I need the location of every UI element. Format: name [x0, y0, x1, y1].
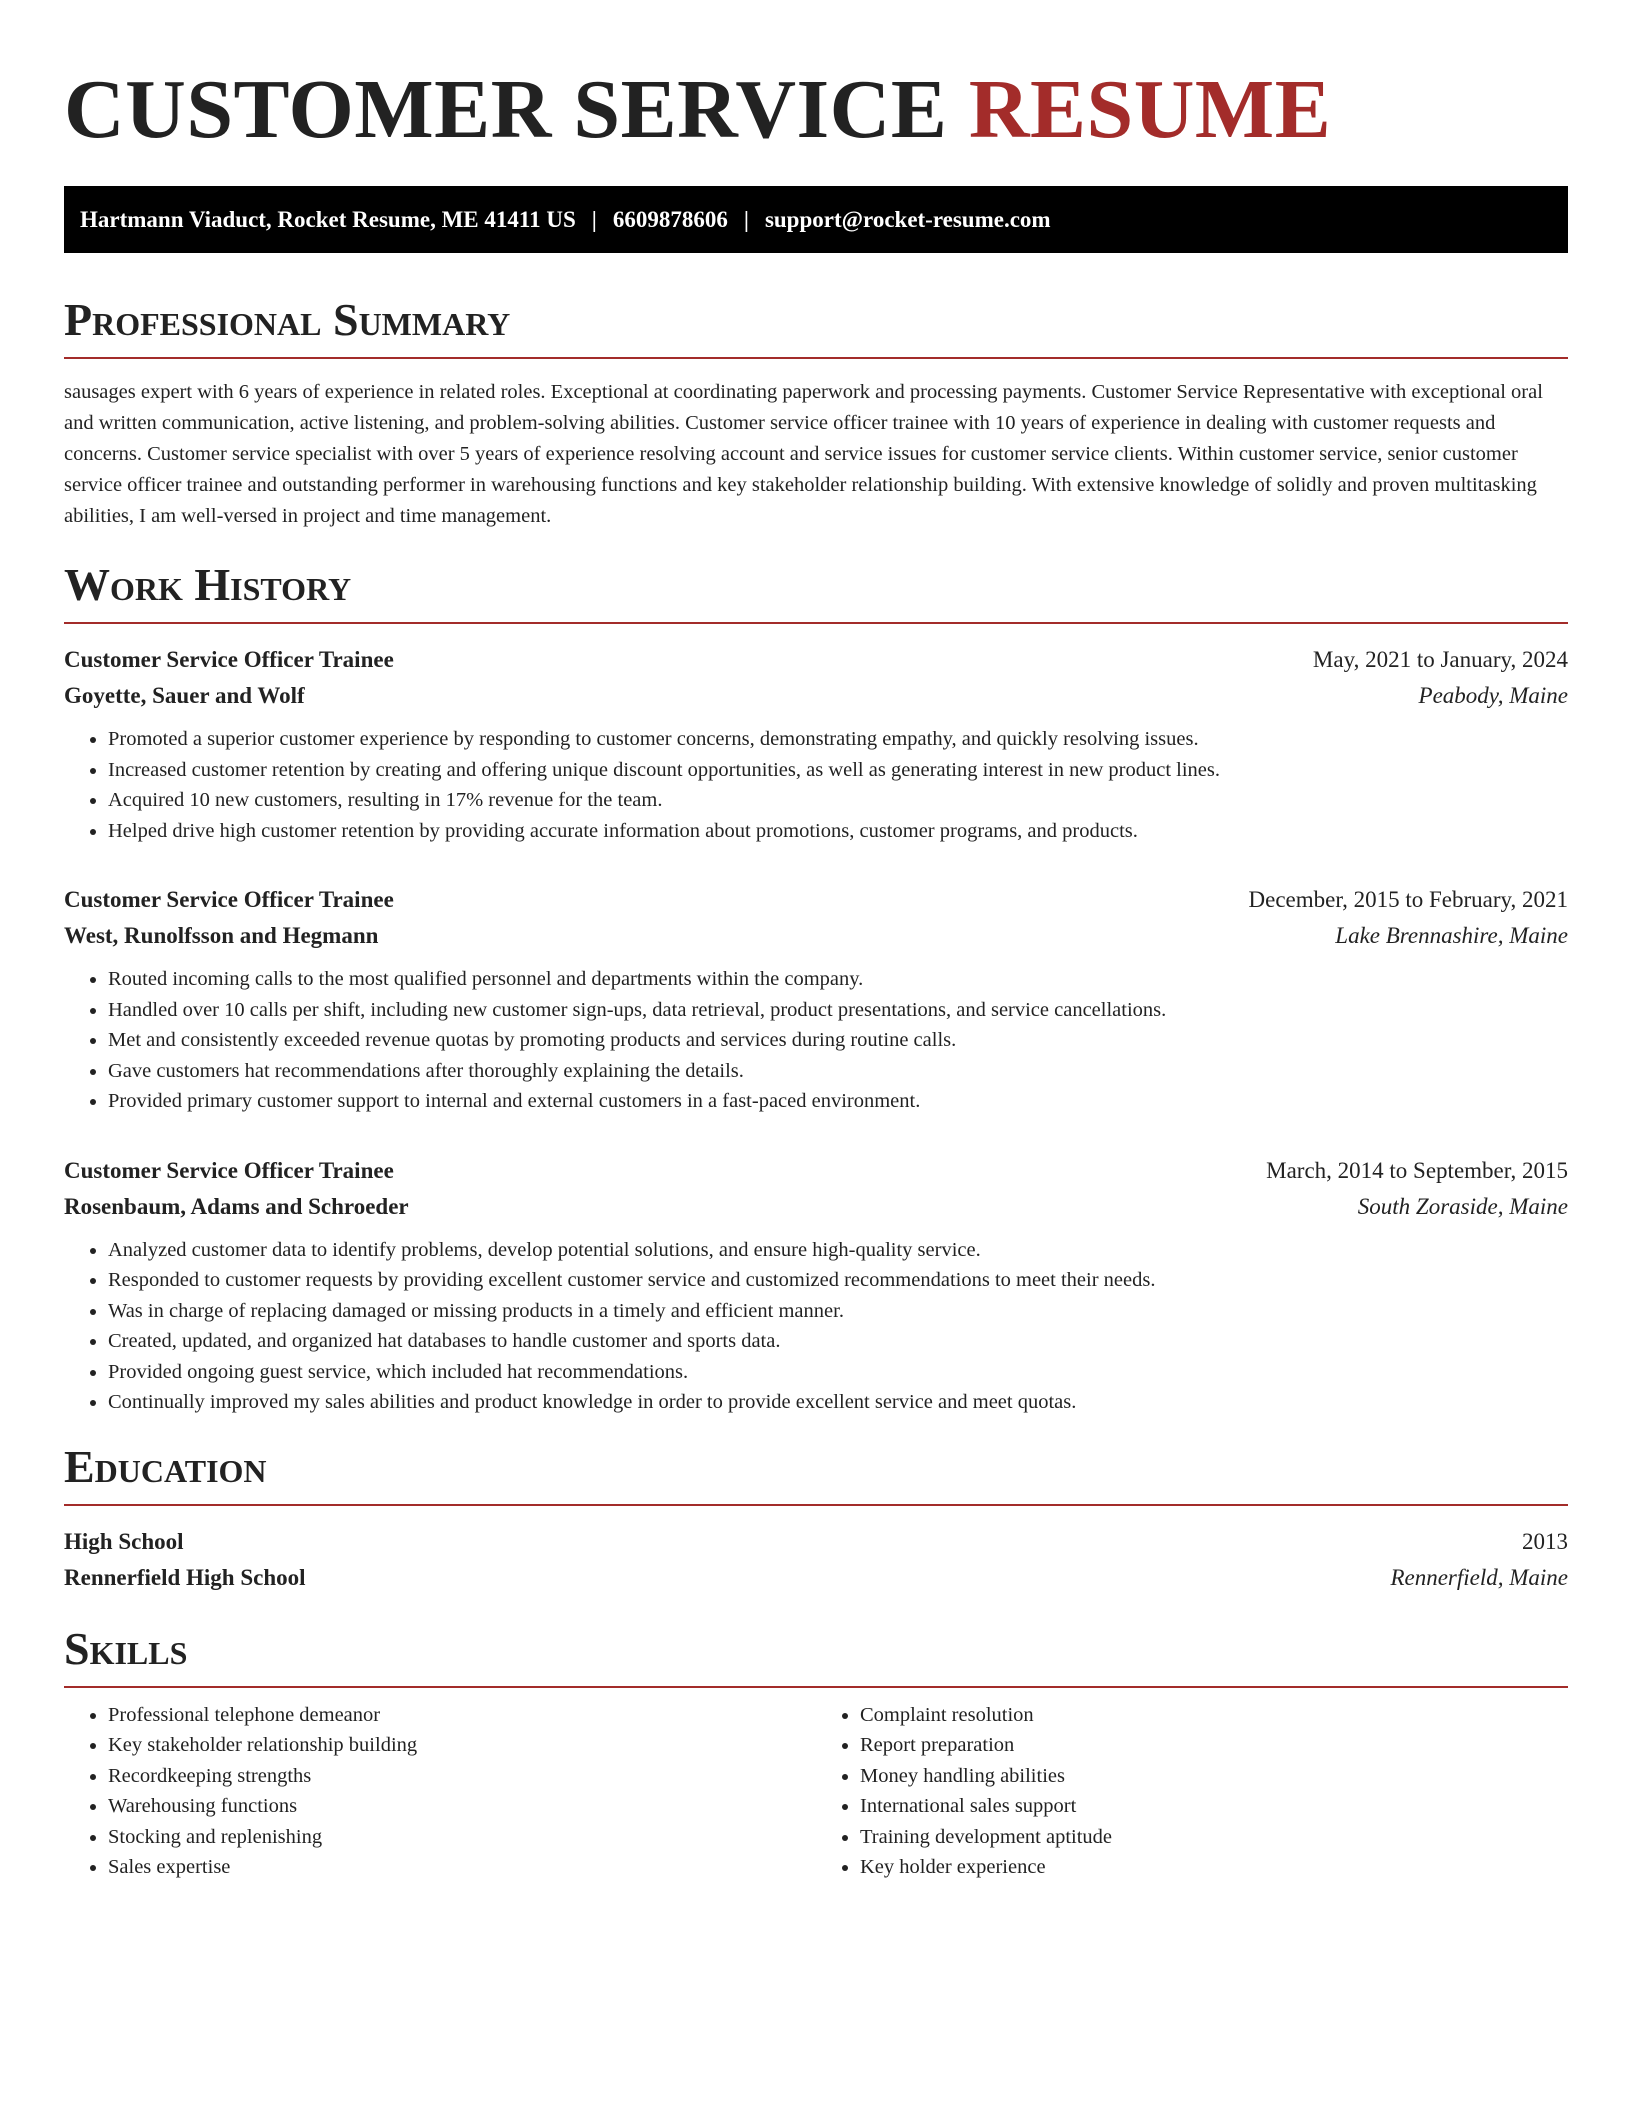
- summary-heading: Professional Summary: [64, 297, 1568, 359]
- job-title: Customer Service Officer Trainee: [64, 1157, 394, 1183]
- skills-grid: [64, 1700, 1568, 1883]
- skill-item: • Professional telephone demeanor: [108, 1700, 816, 1731]
- job-location: Peabody, Maine: [1418, 683, 1568, 708]
- job-bullet: • Gave customers hat recommendations after thoroughly explaining the details.: [108, 1056, 1568, 1087]
- job-bullet: • Acquired 10 new customers, resulting in 17% revenue for the team.: [108, 785, 1568, 816]
- job-bullet: • Continually improved my sales abilities and product knowledge in order to provide excellent service and meet quotas.: [108, 1387, 1568, 1418]
- job-location: Lake Brennashire, Maine: [1335, 923, 1568, 948]
- job-bullets: [64, 724, 1568, 846]
- contact-bar: [64, 186, 1568, 253]
- job-entry: [64, 642, 1568, 846]
- work-history-heading: Work History: [64, 562, 1568, 624]
- skill-item: • Key stakeholder relationship building: [108, 1730, 816, 1761]
- job-bullet: • Was in charge of replacing damaged or missing products in a timely and efficient manner.: [108, 1296, 1568, 1327]
- job-company: West, Runolfsson and Hegmann: [64, 923, 379, 948]
- job-bullet: • Provided ongoing guest service, which included hat recommendations.: [108, 1357, 1568, 1388]
- job-bullet: • Increased customer retention by creating and offering unique discount opportunities, as well as generating interest in new product lines.: [108, 755, 1568, 786]
- education-location: Rennerfield, Maine: [1390, 1564, 1568, 1590]
- education-degree: High School: [64, 1528, 184, 1554]
- skill-item: • Money handling abilities: [860, 1761, 1568, 1792]
- skill-item: • Sales expertise: [108, 1852, 816, 1883]
- job-title: Customer Service Officer Trainee: [64, 887, 394, 912]
- contact-address: Hartmann Viaduct, Rocket Resume, ME 41411 US: [80, 206, 576, 232]
- job-bullet: • Helped drive high customer retention by providing accurate information about promotions, customer programs, and products.: [108, 816, 1568, 847]
- contact-email: support@rocket-resume.com: [764, 206, 1051, 232]
- education-school: Rennerfield High School: [64, 1564, 306, 1590]
- education-entry: [64, 1524, 1568, 1596]
- summary-section: [64, 294, 1568, 532]
- skill-item: • Complaint resolution: [860, 1700, 1568, 1731]
- summary-text: sausages expert with 6 years of experience in related roles. Exceptional at coordinating paperwork and processing payments. Customer Service Representative with exceptional oral and written communication, active listening, and problem-solving abilities. Customer service officer trainee with 10 years of experience in dealing with customer requests and concerns. Customer service specialist with over 5 years of experience resolving account and service issues for customer service clients. Within customer service, senior customer service officer trainee and outstanding performer in warehousing functions and key stakeholder relationship building. With extensive knowledge of solidly and proven multitasking abilities, I am well-versed in project and time management.: [64, 381, 1543, 527]
- skill-item: • International sales support: [860, 1791, 1568, 1822]
- job-dates: March, 2014 to September, 2015: [1266, 1157, 1568, 1183]
- contact-separator: |: [591, 206, 597, 232]
- job-bullet: • Responded to customer requests by providing excellent customer service and customized recommendations to meet their needs.: [108, 1265, 1568, 1296]
- contact-separator: |: [743, 206, 749, 232]
- job-dates: December, 2015 to February, 2021: [1248, 887, 1568, 912]
- work-history-section: [64, 559, 1568, 1418]
- title-main: CUSTOMER SERVICE: [64, 63, 948, 156]
- education-year: 2013: [1522, 1528, 1568, 1554]
- skill-item: • Stocking and replenishing: [108, 1822, 816, 1853]
- education-section: [64, 1440, 1568, 1596]
- skills-list-left: [64, 1700, 816, 1883]
- job-bullet: • Handled over 10 calls per shift, including new customer sign-ups, data retrieval, product presentations, and service cancellations.: [108, 995, 1568, 1026]
- skill-item: • Recordkeeping strengths: [108, 1761, 816, 1792]
- job-bullet: • Provided primary customer support to internal and external customers in a fast-paced environment.: [108, 1086, 1568, 1117]
- job-bullet: • Analyzed customer data to identify problems, develop potential solutions, and ensure high-quality service.: [108, 1235, 1568, 1266]
- job-title: Customer Service Officer Trainee: [64, 647, 394, 672]
- job-bullet: • Promoted a superior customer experience by responding to customer concerns, demonstrating empathy, and quickly resolving issues.: [108, 724, 1568, 755]
- contact-phone: 6609878606: [612, 206, 728, 232]
- job-location: South Zoraside, Maine: [1357, 1193, 1568, 1219]
- job-bullet: • Met and consistently exceeded revenue quotas by promoting products and services during routine calls.: [108, 1025, 1568, 1056]
- education-heading: Education: [64, 1444, 1568, 1506]
- job-bullet: • Created, updated, and organized hat databases to handle customer and sports data.: [108, 1326, 1568, 1357]
- skills-section: [64, 1622, 1568, 1883]
- skill-item: • Warehousing functions: [108, 1791, 816, 1822]
- skill-item: • Training development aptitude: [860, 1822, 1568, 1853]
- job-bullet: • Routed incoming calls to the most qualified personnel and departments within the company.: [108, 964, 1568, 995]
- skills-list-right: [816, 1700, 1568, 1883]
- job-dates: May, 2021 to January, 2024: [1312, 647, 1568, 672]
- skills-heading: Skills: [64, 1626, 1568, 1688]
- job-bullets: [64, 1235, 1568, 1418]
- job-entry: [64, 882, 1568, 1117]
- skill-item: • Key holder experience: [860, 1852, 1568, 1883]
- title-accent: RESUME: [968, 63, 1332, 156]
- skill-item: • Report preparation: [860, 1730, 1568, 1761]
- job-entry: [64, 1153, 1568, 1418]
- job-company: Rosenbaum, Adams and Schroeder: [64, 1193, 409, 1219]
- job-bullets: [64, 964, 1568, 1117]
- resume-title: [64, 63, 1568, 156]
- job-company: Goyette, Sauer and Wolf: [64, 683, 305, 708]
